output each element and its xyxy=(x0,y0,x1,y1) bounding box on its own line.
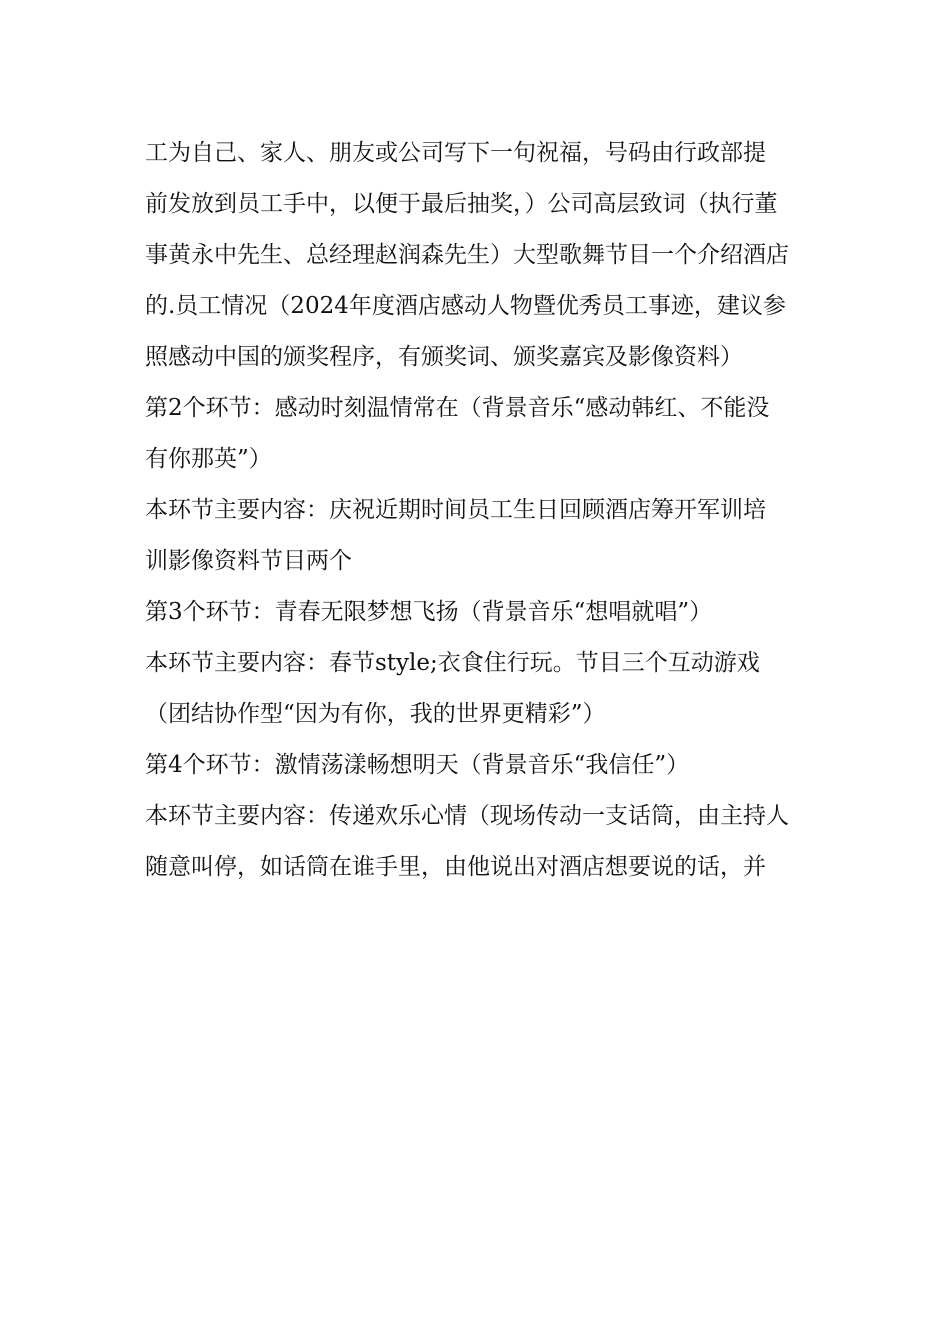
text-line: 事黄永中先生、总经理赵润森先生）大型歌舞节目一个介绍酒店 xyxy=(145,242,789,268)
section-heading: 第4个环节：激情荡漾畅想明天（背景音乐“我信任”） xyxy=(145,752,690,778)
text-line: 本环节主要内容：传递欢乐心情（现场传动一支话筒，由主持人 xyxy=(145,803,789,829)
section-heading: 第3个环节：青春无限梦想飞扬（背景音乐“想唱就唱”） xyxy=(145,599,713,625)
text-line: （团结协作型“因为有你，我的世界更精彩”） xyxy=(145,701,606,727)
text-line: 的.员工情况（2024年度酒店感动人物暨优秀员工事迹，建议参 xyxy=(145,293,786,319)
text-line: 工为自己、家人、朋友或公司写下一句祝福，号码由行政部提 xyxy=(145,140,766,166)
document-body xyxy=(145,131,815,896)
text-line: 随意叫停，如话筒在谁手里，由他说出对酒店想要说的话，并 xyxy=(145,854,766,880)
text-line: 前发放到员工手中，以便于最后抽奖，）公司高层致词（执行董 xyxy=(145,191,778,217)
text-line: 本环节主要内容：庆祝近期时间员工生日回顾酒店筹开军训培 xyxy=(145,497,766,523)
text-line: 有你那英”） xyxy=(145,446,272,472)
section-heading: 第2个环节：感动时刻温情常在（背景音乐“感动韩红、不能没 xyxy=(145,395,770,421)
text-line: 本环节主要内容：春节style;衣食住行玩。节目三个互动游戏 xyxy=(145,650,760,676)
text-line: 训影像资料节目两个 xyxy=(145,548,352,574)
text-line: 照感动中国的颁奖程序，有颁奖词、颁奖嘉宾及影像资料） xyxy=(145,344,743,370)
